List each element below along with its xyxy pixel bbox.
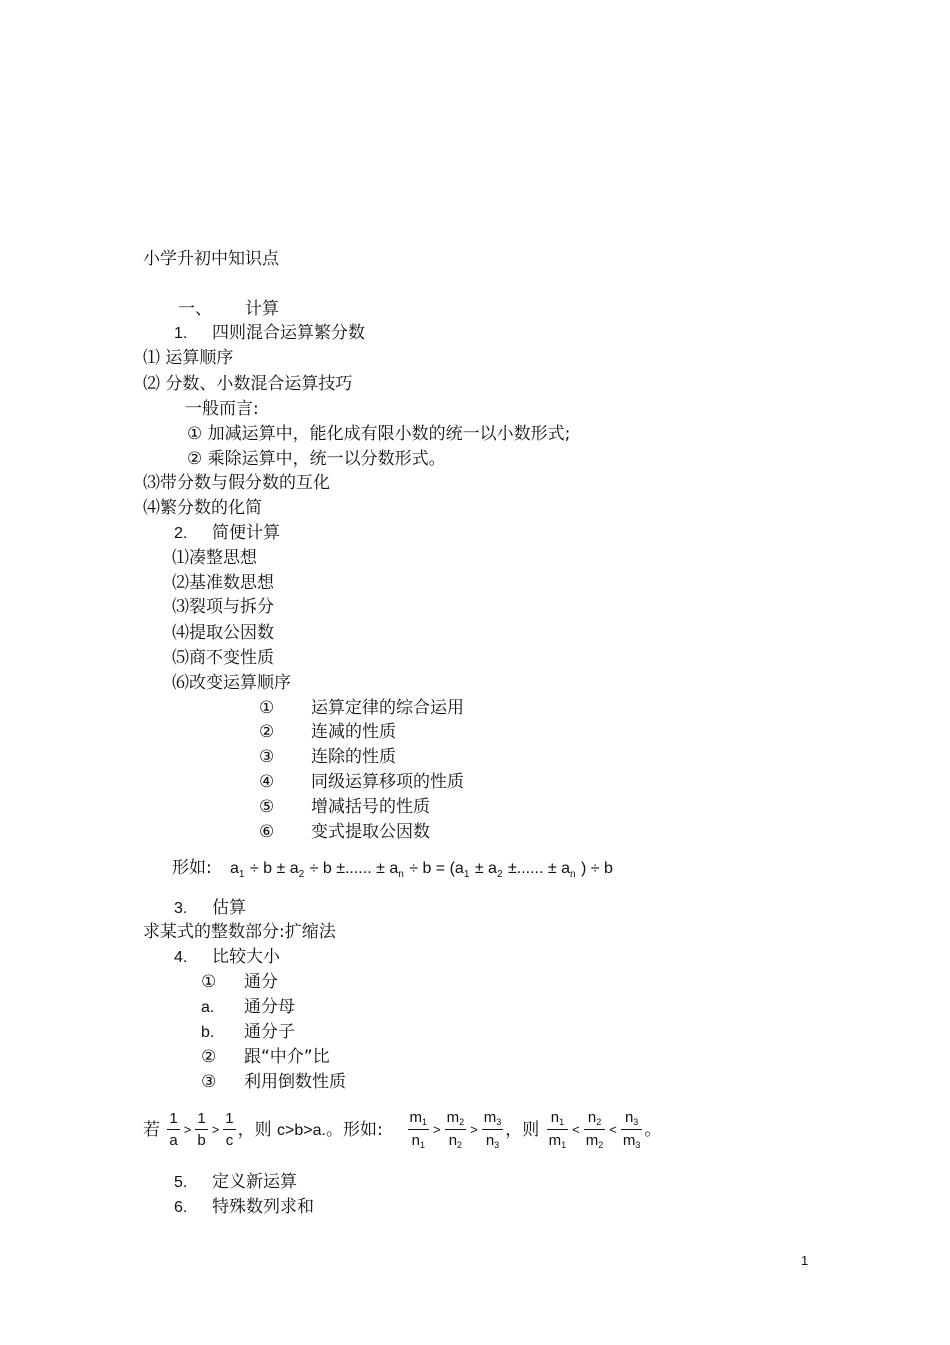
fraction — [195, 1109, 207, 1152]
method-item: ⑷提取公因数 — [172, 623, 274, 643]
item-heading — [174, 946, 280, 969]
numerator-subscript: 1 — [422, 1116, 428, 1127]
formula-part: ÷ b ± a — [245, 860, 299, 877]
item-number: 6. — [174, 1199, 188, 1216]
property-text: 增减括号的性质 — [311, 797, 430, 817]
section-heading — [178, 298, 279, 320]
item-heading — [174, 322, 365, 345]
formula-expression — [230, 860, 613, 880]
property-item — [259, 697, 464, 719]
property-mark: ① — [259, 698, 275, 718]
denominator-subscript: 2 — [598, 1139, 604, 1150]
numerator-subscript: 2 — [459, 1116, 465, 1127]
sub-heading: ⑵ 分数、小数混合运算技巧 — [143, 374, 353, 394]
compare-mark: a. — [201, 999, 215, 1016]
property-mark: ② — [259, 722, 275, 742]
property-item — [259, 771, 464, 793]
form-label: 形如: — [342, 1120, 383, 1140]
denominator-symbol: n — [411, 1131, 420, 1149]
property-item — [259, 721, 396, 743]
property-mark: ⑤ — [259, 797, 275, 817]
property-text: 同级运算移项的性质 — [311, 772, 464, 792]
property-text: 变式提取公因数 — [311, 822, 430, 842]
less-sign: < — [609, 1122, 617, 1137]
compare-text: 通分母 — [244, 997, 295, 1017]
numerator-subscript: 2 — [596, 1116, 602, 1127]
formula-part: ÷ b = (a — [404, 860, 464, 877]
denominator-subscript: 1 — [419, 1139, 425, 1150]
formula-part: a — [230, 860, 239, 877]
numerator — [547, 1108, 569, 1130]
compare-text: 通分 — [244, 972, 278, 992]
item-title: 比较大小 — [212, 947, 280, 967]
formula-subscript: 2 — [298, 869, 305, 880]
formula-line — [172, 857, 613, 882]
period-mark: 。 — [325, 1120, 343, 1140]
sub-heading: ⑴ 运算顺序 — [143, 348, 234, 368]
fraction — [584, 1108, 606, 1153]
section-title: 计算 — [245, 299, 279, 319]
item-number: 5. — [174, 1174, 188, 1191]
numerator-symbol: n — [550, 1108, 560, 1126]
numerator-symbol: m — [409, 1108, 423, 1126]
formula-part: ±...... ± a — [503, 860, 570, 877]
compare-item — [201, 1071, 346, 1093]
compare-text: 利用倒数性质 — [244, 1072, 346, 1092]
item-heading — [174, 897, 246, 920]
item-heading — [174, 522, 280, 545]
item-title: 估算 — [212, 898, 246, 918]
compare-item — [201, 971, 278, 993]
property-mark: ③ — [259, 747, 275, 767]
rule-line: ① 加减运算中，能化成有限小数的统一以小数形式; — [187, 424, 571, 444]
property-item — [259, 821, 430, 843]
section-number: 一、 — [178, 299, 212, 319]
compare-mark: b. — [201, 1024, 215, 1041]
denominator-symbol: m — [548, 1131, 562, 1149]
sub-heading: ⑶带分数与假分数的互化 — [143, 473, 330, 493]
denominator — [408, 1130, 430, 1153]
compare-item — [201, 1021, 295, 1044]
numerator-symbol: m — [446, 1108, 460, 1126]
denominator: a — [169, 1131, 178, 1149]
numerator — [445, 1108, 467, 1130]
compare-mark: ① — [201, 972, 217, 992]
if-word: 若 — [143, 1120, 160, 1140]
property-text: 连减的性质 — [311, 722, 396, 742]
compare-item — [201, 996, 295, 1019]
denominator — [621, 1130, 643, 1153]
compare-mark: ② — [201, 1047, 217, 1067]
numerator-symbol: n — [587, 1108, 597, 1126]
item-title: 四则混合运算繁分数 — [212, 323, 365, 343]
method-item: ⑴凑整思想 — [172, 548, 257, 568]
formula-subscript: 2 — [496, 869, 503, 880]
method-item: ⑶裂项与拆分 — [172, 597, 274, 617]
comma-mark: ， — [505, 1120, 523, 1140]
fraction — [445, 1108, 467, 1153]
numerator: 1 — [195, 1109, 207, 1130]
item-number: 1. — [174, 325, 188, 342]
denominator: b — [197, 1131, 206, 1149]
numerator: 1 — [223, 1109, 235, 1130]
greater-sign: > — [433, 1122, 441, 1137]
numerator-symbol: n — [624, 1108, 634, 1126]
property-item — [259, 746, 396, 768]
method-item: ⑵基准数思想 — [172, 573, 274, 593]
denominator — [547, 1130, 569, 1153]
numerator — [408, 1108, 430, 1130]
fraction — [223, 1109, 235, 1152]
method-item: ⑸商不变性质 — [172, 648, 274, 668]
then-word: ，则 — [237, 1120, 272, 1140]
item-number: 3. — [174, 900, 188, 917]
general-note: 一般而言: — [185, 399, 259, 419]
numerator-subscript: 3 — [633, 1116, 639, 1127]
numerator-symbol: m — [483, 1108, 497, 1126]
formula-prefix: 形如: — [172, 858, 212, 878]
compare-text: 跟“中介”比 — [244, 1047, 330, 1067]
doc-title: 小学升初中知识点 — [143, 249, 279, 269]
denominator-subscript: 3 — [635, 1139, 641, 1150]
then-word: 则 — [522, 1120, 540, 1140]
fraction — [167, 1109, 179, 1152]
formula-subscript: 1 — [238, 869, 245, 880]
denominator — [482, 1130, 504, 1153]
denominator — [584, 1130, 606, 1153]
rule-line: ② 乘除运算中，统一以分数形式。 — [187, 449, 446, 469]
fraction — [621, 1108, 643, 1153]
item-number: 4. — [174, 949, 188, 966]
greater-sign: > — [183, 1122, 192, 1137]
period-mark: 。 — [644, 1120, 662, 1140]
numerator — [621, 1108, 643, 1130]
estimate-text: 求某式的整数部分:扩缩法 — [143, 922, 336, 942]
denominator-symbol: m — [622, 1131, 636, 1149]
compare-text: 通分子 — [244, 1022, 295, 1042]
fraction — [547, 1108, 569, 1153]
property-mark: ④ — [259, 772, 275, 792]
formula-subscript: n — [398, 869, 404, 880]
denominator — [445, 1130, 467, 1153]
denominator-subscript: 3 — [494, 1139, 500, 1150]
item-title: 特殊数列求和 — [212, 1197, 314, 1217]
numerator: 1 — [167, 1109, 179, 1130]
numerator — [482, 1108, 504, 1130]
formula-subscript: n — [569, 869, 576, 880]
greater-sign: > — [211, 1122, 220, 1137]
sub-heading: ⑷繁分数的化简 — [143, 498, 262, 518]
item-title: 简便计算 — [212, 523, 280, 543]
fraction — [408, 1108, 430, 1153]
compare-item — [201, 1046, 330, 1068]
denominator-symbol: n — [448, 1131, 458, 1149]
denominator-subscript: 1 — [561, 1139, 567, 1150]
item-title: 定义新运算 — [212, 1172, 297, 1192]
formula-part: ± a — [470, 860, 497, 877]
item-heading — [174, 1171, 297, 1194]
numerator-subscript: 3 — [496, 1116, 502, 1127]
result-text: c>b>a. — [277, 1122, 326, 1139]
formula-part: ) ÷ b — [576, 860, 613, 877]
page-number: 1 — [801, 1253, 809, 1268]
item-number: 2. — [174, 525, 188, 542]
denominator-symbol: m — [585, 1131, 599, 1149]
compare-mark: ③ — [201, 1072, 217, 1092]
property-item — [259, 796, 430, 818]
formula-part: ÷ b ±...... ± a — [305, 860, 399, 877]
property-text: 连除的性质 — [311, 747, 396, 767]
fraction — [482, 1108, 504, 1153]
denominator: c — [225, 1131, 234, 1149]
denominator-symbol: n — [485, 1131, 495, 1149]
property-text: 运算定律的综合运用 — [311, 698, 464, 718]
method-item: ⑹改变运算顺序 — [172, 673, 291, 693]
denominator-subscript: 2 — [457, 1139, 463, 1150]
inequality-line — [143, 1107, 661, 1154]
numerator — [584, 1108, 606, 1130]
item-heading — [174, 1196, 314, 1219]
greater-sign: > — [470, 1122, 478, 1137]
formula-subscript: 1 — [463, 869, 470, 880]
less-sign: < — [572, 1122, 580, 1137]
numerator-subscript: 1 — [559, 1116, 565, 1127]
property-mark: ⑥ — [259, 822, 275, 842]
